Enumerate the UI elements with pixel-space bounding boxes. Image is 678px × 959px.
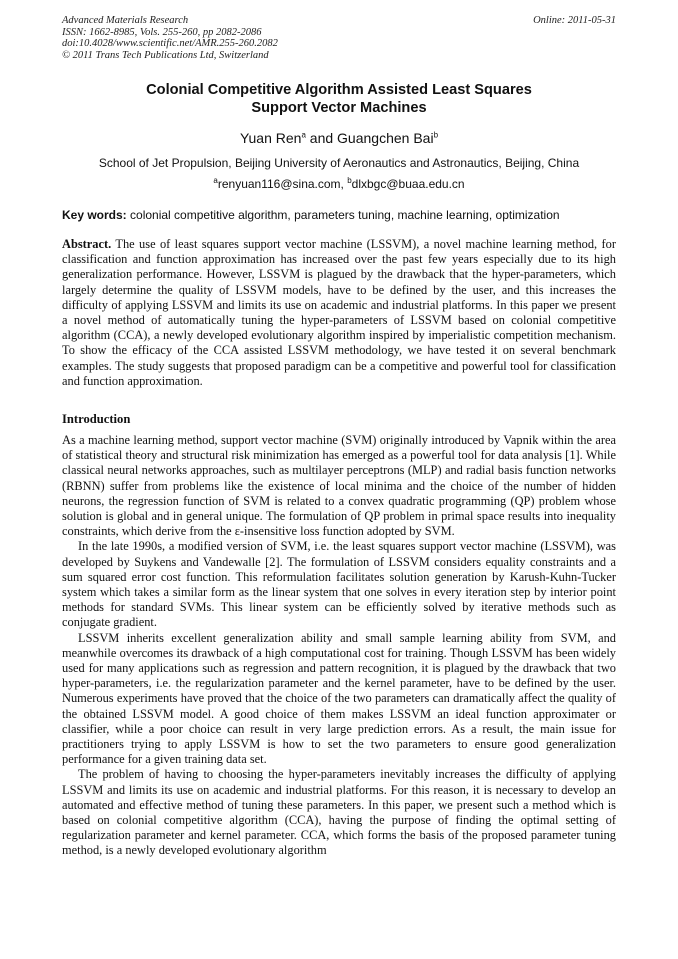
email-a-superscript: a [213, 176, 218, 185]
title-line-2: Support Vector Machines [251, 100, 427, 116]
keywords-label: Key words: [62, 208, 127, 222]
author-2-superscript: b [433, 130, 439, 140]
introduction-body [62, 433, 616, 859]
email-a: renyuan116@sina.com, [217, 177, 348, 191]
intro-paragraph-2: In the late 1990s, a modified version of SVM, i.e. the least squares support vector machine (LSSVM), was developed by Suykens and Vandewalle [2]. The formulation of LSSVM considers equality constraints and a sum squared error cost function. This reformulation facilitates solution generation by Karush-Kuhn-Tucker system which takes a similar form as the linear system that one solves in every iteration step by interior point methods for standard SVMs. This linear system can be efficiently solved by iterative methods such as conjugate gradient. [62, 539, 616, 630]
abstract-paragraph [62, 237, 616, 389]
abstract-label: Abstract. [62, 237, 112, 251]
title-line-1: Colonial Competitive Algorithm Assisted Least Squares [146, 82, 532, 98]
online-date: Online: 2011-05-31 [533, 15, 616, 26]
keywords-text: colonial competitive algorithm, parameters tuning, machine learning, optimization [126, 208, 560, 222]
author-1-superscript: a [301, 130, 306, 140]
keywords-line [62, 207, 616, 223]
intro-paragraph-1: As a machine learning method, support vector machine (SVM) originally introduced by Vapnik within the area of statistical theory and structural risk minimization has emerged as a powerful tool for data analysis [1]. While classical neural networks approaches, such as multilayer perceptrons (MLP) and radial basis function networks (RBNN) suffer from problems like the existence of local minima and the choice of the number of hidden neurons, the regression function of SVM is related to a convex quadratic programming (QP) problem whose solution is global and in general unique. The formulation of QP problem in primal space results into inequality constraints, which derive from the ε-insensitive loss function adopted by SVM. [62, 433, 616, 539]
email-b: dlxbgc@buaa.edu.cn [351, 177, 465, 191]
abstract-text: The use of least squares support vector machine (LSSVM), a novel machine learning method, for classification and function approximation has increased over the past few years especially due to its high generalization performance. However, LSSVM is plagued by the drawback that the hyper-parameters, which largely determine the quality of LSSVM models, have to be defined by the user, and this increases the difficulty of applying LSSVM and limits its use on academic and industrial platforms. In this paper we present a novel method of automatically tuning the hyper-parameters of LSSVM based on colonial competitive algorithm (CCA), a newly developed evolutionary algorithm inspired by imperialistic competition mechanism. To show the efficacy of the CCA assisted LSSVM methodology, we have tested it on several benchmark examples. The study suggests that proposed paradigm can be a competitive and powerful tool for classification and function approximation. [62, 237, 616, 388]
affiliation: School of Jet Propulsion, Beijing University of Aeronautics and Astronautics, Beijing, China [98, 156, 580, 170]
intro-paragraph-3: LSSVM inherits excellent generalization ability and small sample learning ability from SVM, and meanwhile overcomes its drawback of a high computational cost for training. Though LSSVM has been widely used for many applications such as regression and pattern recognition, it is plagued by the drawback that two hyper-parameters, i.e. the regularization parameter and the kernel parameter, have to be defined by the user. Numerous experiments have proved that the choice of the two parameters can dramatically affect the quality of the obtained LSSVM model. A good choice of them makes LSSVM an ideal function approximater or classifier, while a poor choice can result in very large prediction errors. As a result, the main issue for practitioners trying to apply LSSVM is how to set the two parameters to ensure good generalization performance for a given training data set. [62, 630, 616, 767]
introduction-heading: Introduction [62, 412, 131, 426]
doi-line: doi:10.4028/www.scientific.net/AMR.255-260.2082 [62, 38, 278, 50]
emails-line [62, 176, 616, 192]
paper-title [62, 81, 616, 117]
journal-name: Advanced Materials Research [62, 15, 189, 26]
email-b-superscript: b [347, 176, 352, 185]
authors-and: and [305, 130, 338, 146]
journal-header [62, 15, 616, 61]
intro-paragraph-4: The problem of having to choosing the hyper-parameters inevitably increases the difficulty of applying LSSVM and limits its use on academic and industrial platforms. For this reason, it is necessary to develop an automated and effective method of tuning these parameters. In this paper, we present such a method which is based on colonial competitive algorithm (CCA), having the purpose of finding the optimal setting of regularization parameter and kernel parameter. CCA, which forms the basis of the proposed parameter tuning method, is a newly developed evolutionary algorithm [62, 767, 616, 858]
author-2: Guangchen Bai [337, 130, 434, 146]
authors-line [62, 129, 616, 147]
copyright-line: © 2011 Trans Tech Publications Ltd, Switzerland [62, 49, 269, 61]
issn-line: ISSN: 1662-8985, Vols. 255-260, pp 2082-2086 [62, 26, 262, 38]
author-1: Yuan Ren [239, 130, 302, 146]
